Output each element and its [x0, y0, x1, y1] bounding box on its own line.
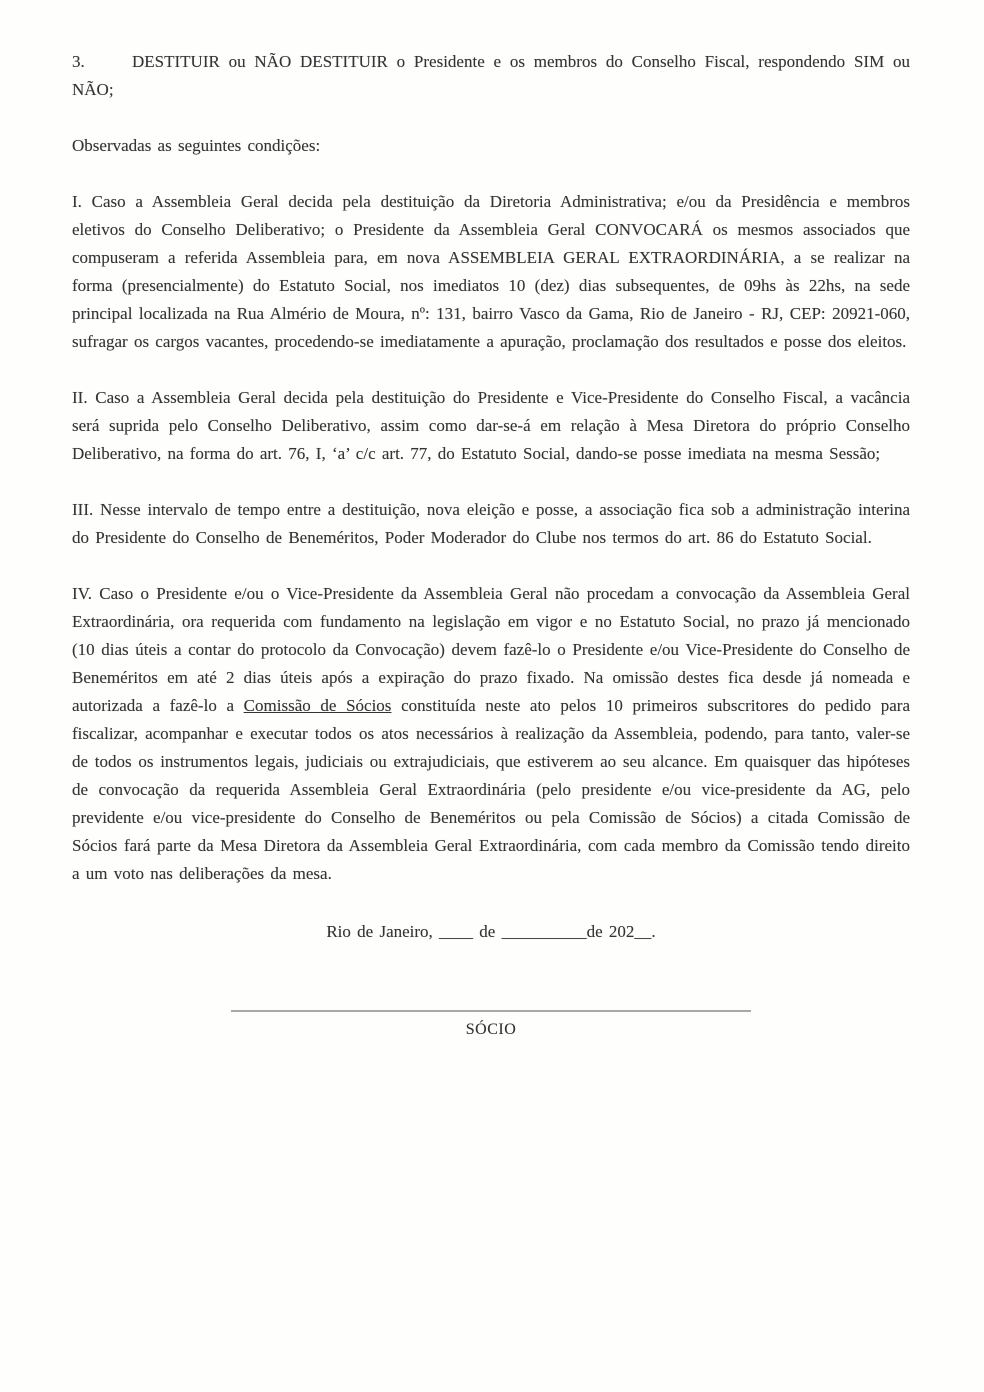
clause-i: I. Caso a Assembleia Geral decida pela destituição da Diretoria Administrativa; e/ou da Presidência e membros eletivos do Conselho Deliberativo; o Presidente da Assembleia Geral CONVOCARÁ os mesmos associados que compuseram a referida Assembleia para, em nova ASSEMBLEIA GERAL EXTRAORDINÁRIA, a se realizar na forma (presencialmente) do Estatuto Social, nos imediatos 10 (dez) dias subsequentes, de 09hs às 22hs, na sede principal localizada na Rua Almério de Moura, nº: 131, bairro Vasco da Gama, Rio de Janeiro - RJ, CEP: 20921-060, sufragar os cargos vacantes, procedendo-se imediatamente a apuração, proclamação dos resultados e posse dos eleitos. [72, 192, 910, 351]
clause-ii: II. Caso a Assembleia Geral decida pela destituição do Presidente e Vice-Presidente do Conselho Fiscal, a vacância será suprida pelo Conselho Deliberativo, assim como dar-se-á em relação à Mesa Diretora do próprio Conselho Deliberativo, na forma do art. 76, I, ‘a’ c/c art. 77, do Estatuto Social, dando-se posse imediata na mesma Sessão; [72, 388, 910, 463]
item-3-paragraph [72, 48, 910, 104]
signature-label: SÓCIO [465, 1021, 517, 1038]
signature-line [231, 1010, 751, 1012]
item-3-number: 3. [72, 52, 85, 71]
conditions-intro: Observadas as seguintes condições: [72, 136, 321, 155]
item-3-text: DESTITUIR ou NÃO DESTITUIR o Presidente e os membros do Conselho Fiscal, respondendo SIM ou NÃO; [72, 52, 910, 99]
clause-iv-text-before: IV. Caso o Presidente e/ou o Vice-Presidente da Assembleia Geral não procedam a convocação da Assembleia Geral Extraordinária, ora requerida com fundamento na legislação em vigor e no Estatuto Social, no prazo já mencionado (10 dias úteis a contar do protocolo da Convocação) devem fazê-lo o Presidente e/ou Vice-Presidente do Conselho de Beneméritos em até 2 dias úteis após a expiração do prazo fixado. Na omissão destes fica desde já nomeada e autorizada a fazê-lo a [72, 584, 910, 715]
date-line: Rio de Janeiro, ____ de __________de 202__. [326, 922, 656, 941]
clause-iv [72, 580, 910, 888]
signature-block [72, 1010, 910, 1044]
clause-iii: III. Nesse intervalo de tempo entre a destituição, nova eleição e posse, a associação fica sob a administração interina do Presidente do Conselho de Beneméritos, Poder Moderador do Clube nos termos do art. 86 do Estatuto Social. [72, 500, 910, 547]
clause-iv-underlined-phrase: Comissão de Sócios [243, 696, 392, 715]
clause-iv-text-after: constituída neste ato pelos 10 primeiros subscritores do pedido para fiscalizar, acompanhar e executar todos os atos necessários à realização da Assembleia, podendo, para tanto, valer-se de todos os instrumentos legais, judiciais ou extrajudiciais, que estiverem ao seu alcance. Em quaisquer das hipóteses de convocação da requerida Assembleia Geral Extraordinária (pelo presidente e/ou vice-presidente da AG, pelo previdente e/ou vice-presidente do Conselho de Beneméritos ou pela Comissão de Sócios) a citada Comissão de Sócios fará parte da Mesa Diretora da Assembleia Geral Extraordinária, com cada membro da Comissão tendo direito a um voto nas deliberações da mesa. [72, 696, 910, 883]
